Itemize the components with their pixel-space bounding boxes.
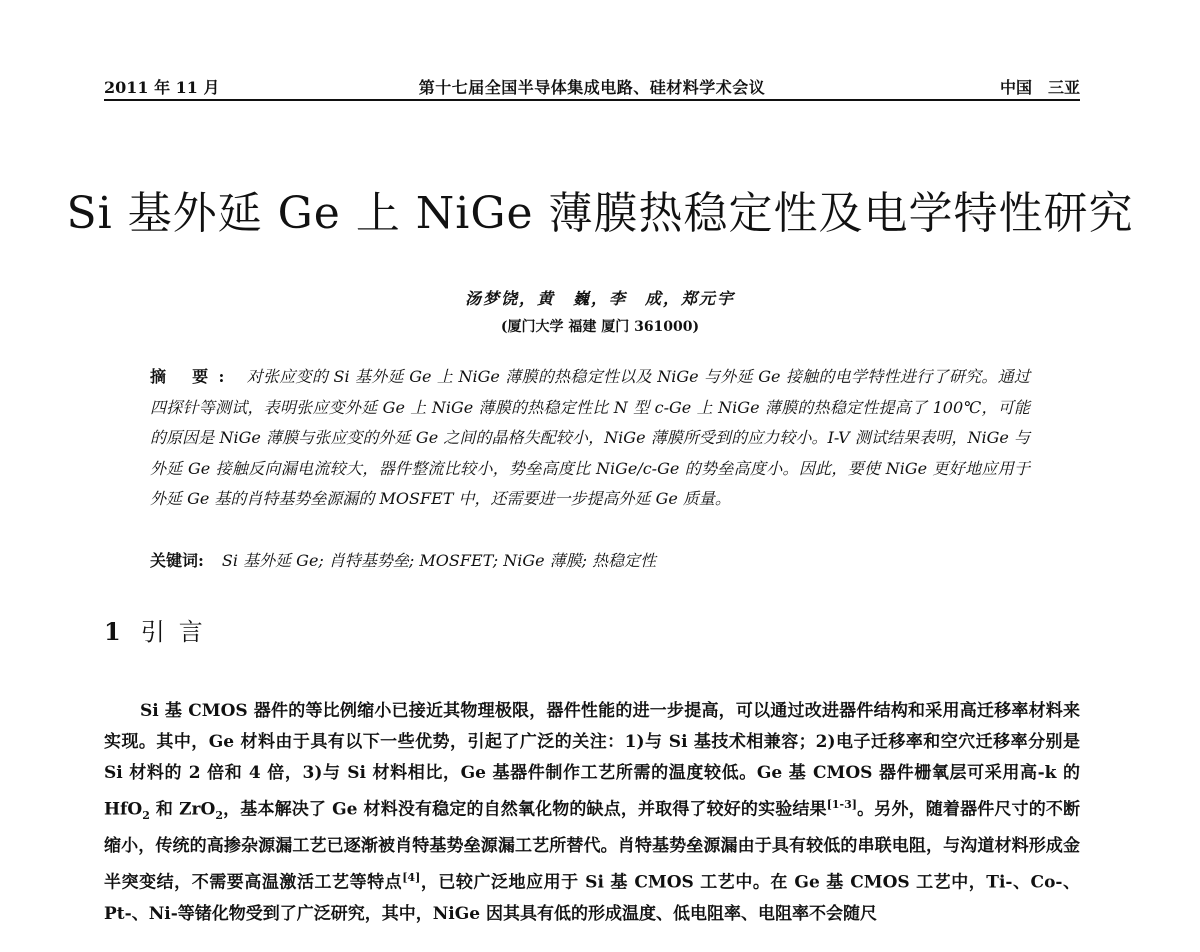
body-paragraph [104,696,1080,930]
keywords-text: Si 基外延 Ge; 肖特基势垒; MOSFET; NiGe 薄膜; 热稳定性 [221,551,657,570]
body-text-3: ，基本解决了 Ge 材料没有稳定的自然氧化物的缺点，并取得了较好的实验结果 [222,799,827,820]
zro2-subscript: 2 [215,809,223,823]
author-list: 汤梦饶，黄 巍，李 成，郑元宇 [464,289,735,308]
body-text-5: ，已较广泛地应用于 Si 基 CMOS 工艺中。在 Ge 基 CMOS 工艺中，Ti-、Co-、Pt-、Ni-等锗化物受到了广泛研究，其中，NiGe 因其具有低的形成温度、低电阻率、电阻率不会随尺 [104,872,1081,924]
header-conference: 第十七届全国半导体集成电路、硅材料学术会议 [418,78,766,97]
citation-4: [4] [402,871,421,885]
header-rule [104,99,1080,101]
keywords [150,546,1030,576]
body-text-2: 和 ZrO [149,799,216,820]
hfo2-subscript: 2 [142,809,150,823]
section-number: 1 [104,617,121,646]
header-date: 2011 年 11 月 [104,78,220,97]
body-text-4: 。另外，随着器件尺寸的不断缩小，传统的高掺杂源漏工艺已逐渐被肖特基势垒源漏工艺所替代。肖特基势垒源漏由于具有较低的串联电阻，与沟道材料形成金半突变结，不需要高温激活工艺等特点 [104,799,1081,893]
keywords-label: 关键词: [150,551,204,570]
body-text-1: Si 基 CMOS 器件的等比例缩小已接近其物理极限，器件性能的进一步提高，可以通过改进器件结构和采用高迁移率材料来实现。其中，Ge 材料由于具有以下一些优势，引起了广泛的关注：1)与 Si 基技术相兼容；2)电子迁移率和空穴迁移率分别是 Si 材料的 2 倍和 4 倍，3)与 Si 材料相比，Ge 基器件制作工艺所需的温度较低。Ge 基 CMOS 器件栅氧层可采用高-k 的 HfO [104,701,1080,820]
header-location: 中国 三亚 [999,78,1080,97]
abstract-label: 摘 要: [150,367,235,386]
author-affiliation: (厦门大学 福建 厦门 361000) [500,319,700,335]
section-title: 引言 [140,618,217,646]
section-heading [104,612,217,652]
citation-1-3: [1-3] [826,798,857,811]
abstract-text: 对张应变的 Si 基外延 Ge 上 NiGe 薄膜的热稳定性以及 NiGe 与外延 Ge 接触的电学特性进行了研究。通过四探针等测试，表明张应变外延 Ge 上 NiGe 薄膜的热稳定性比 N 型 c-Ge 上 NiGe 薄膜的热稳定性提高了 100℃，可能的原因是 NiGe 薄膜与张应变的外延 Ge 之间的晶格失配较小，NiGe 薄膜所受到的应力较小。I-V 测试结果表明，NiGe 与外延 Ge 接触反向漏电流较大，器件整流比较小，势垒高度比 NiGe/c-Ge 的势垒高度小。因此，要使 NiGe 更好地应用于外延 Ge 基的肖特基势垒源漏的 MOSFET 中，还需要进一步提高外延 Ge 质量。 [150,367,1030,508]
paper-title: Si 基外延 Ge 上 NiGe 薄膜热稳定性及电学特性研究 [66,188,1134,239]
abstract [150,362,1030,515]
running-header [104,68,1080,98]
